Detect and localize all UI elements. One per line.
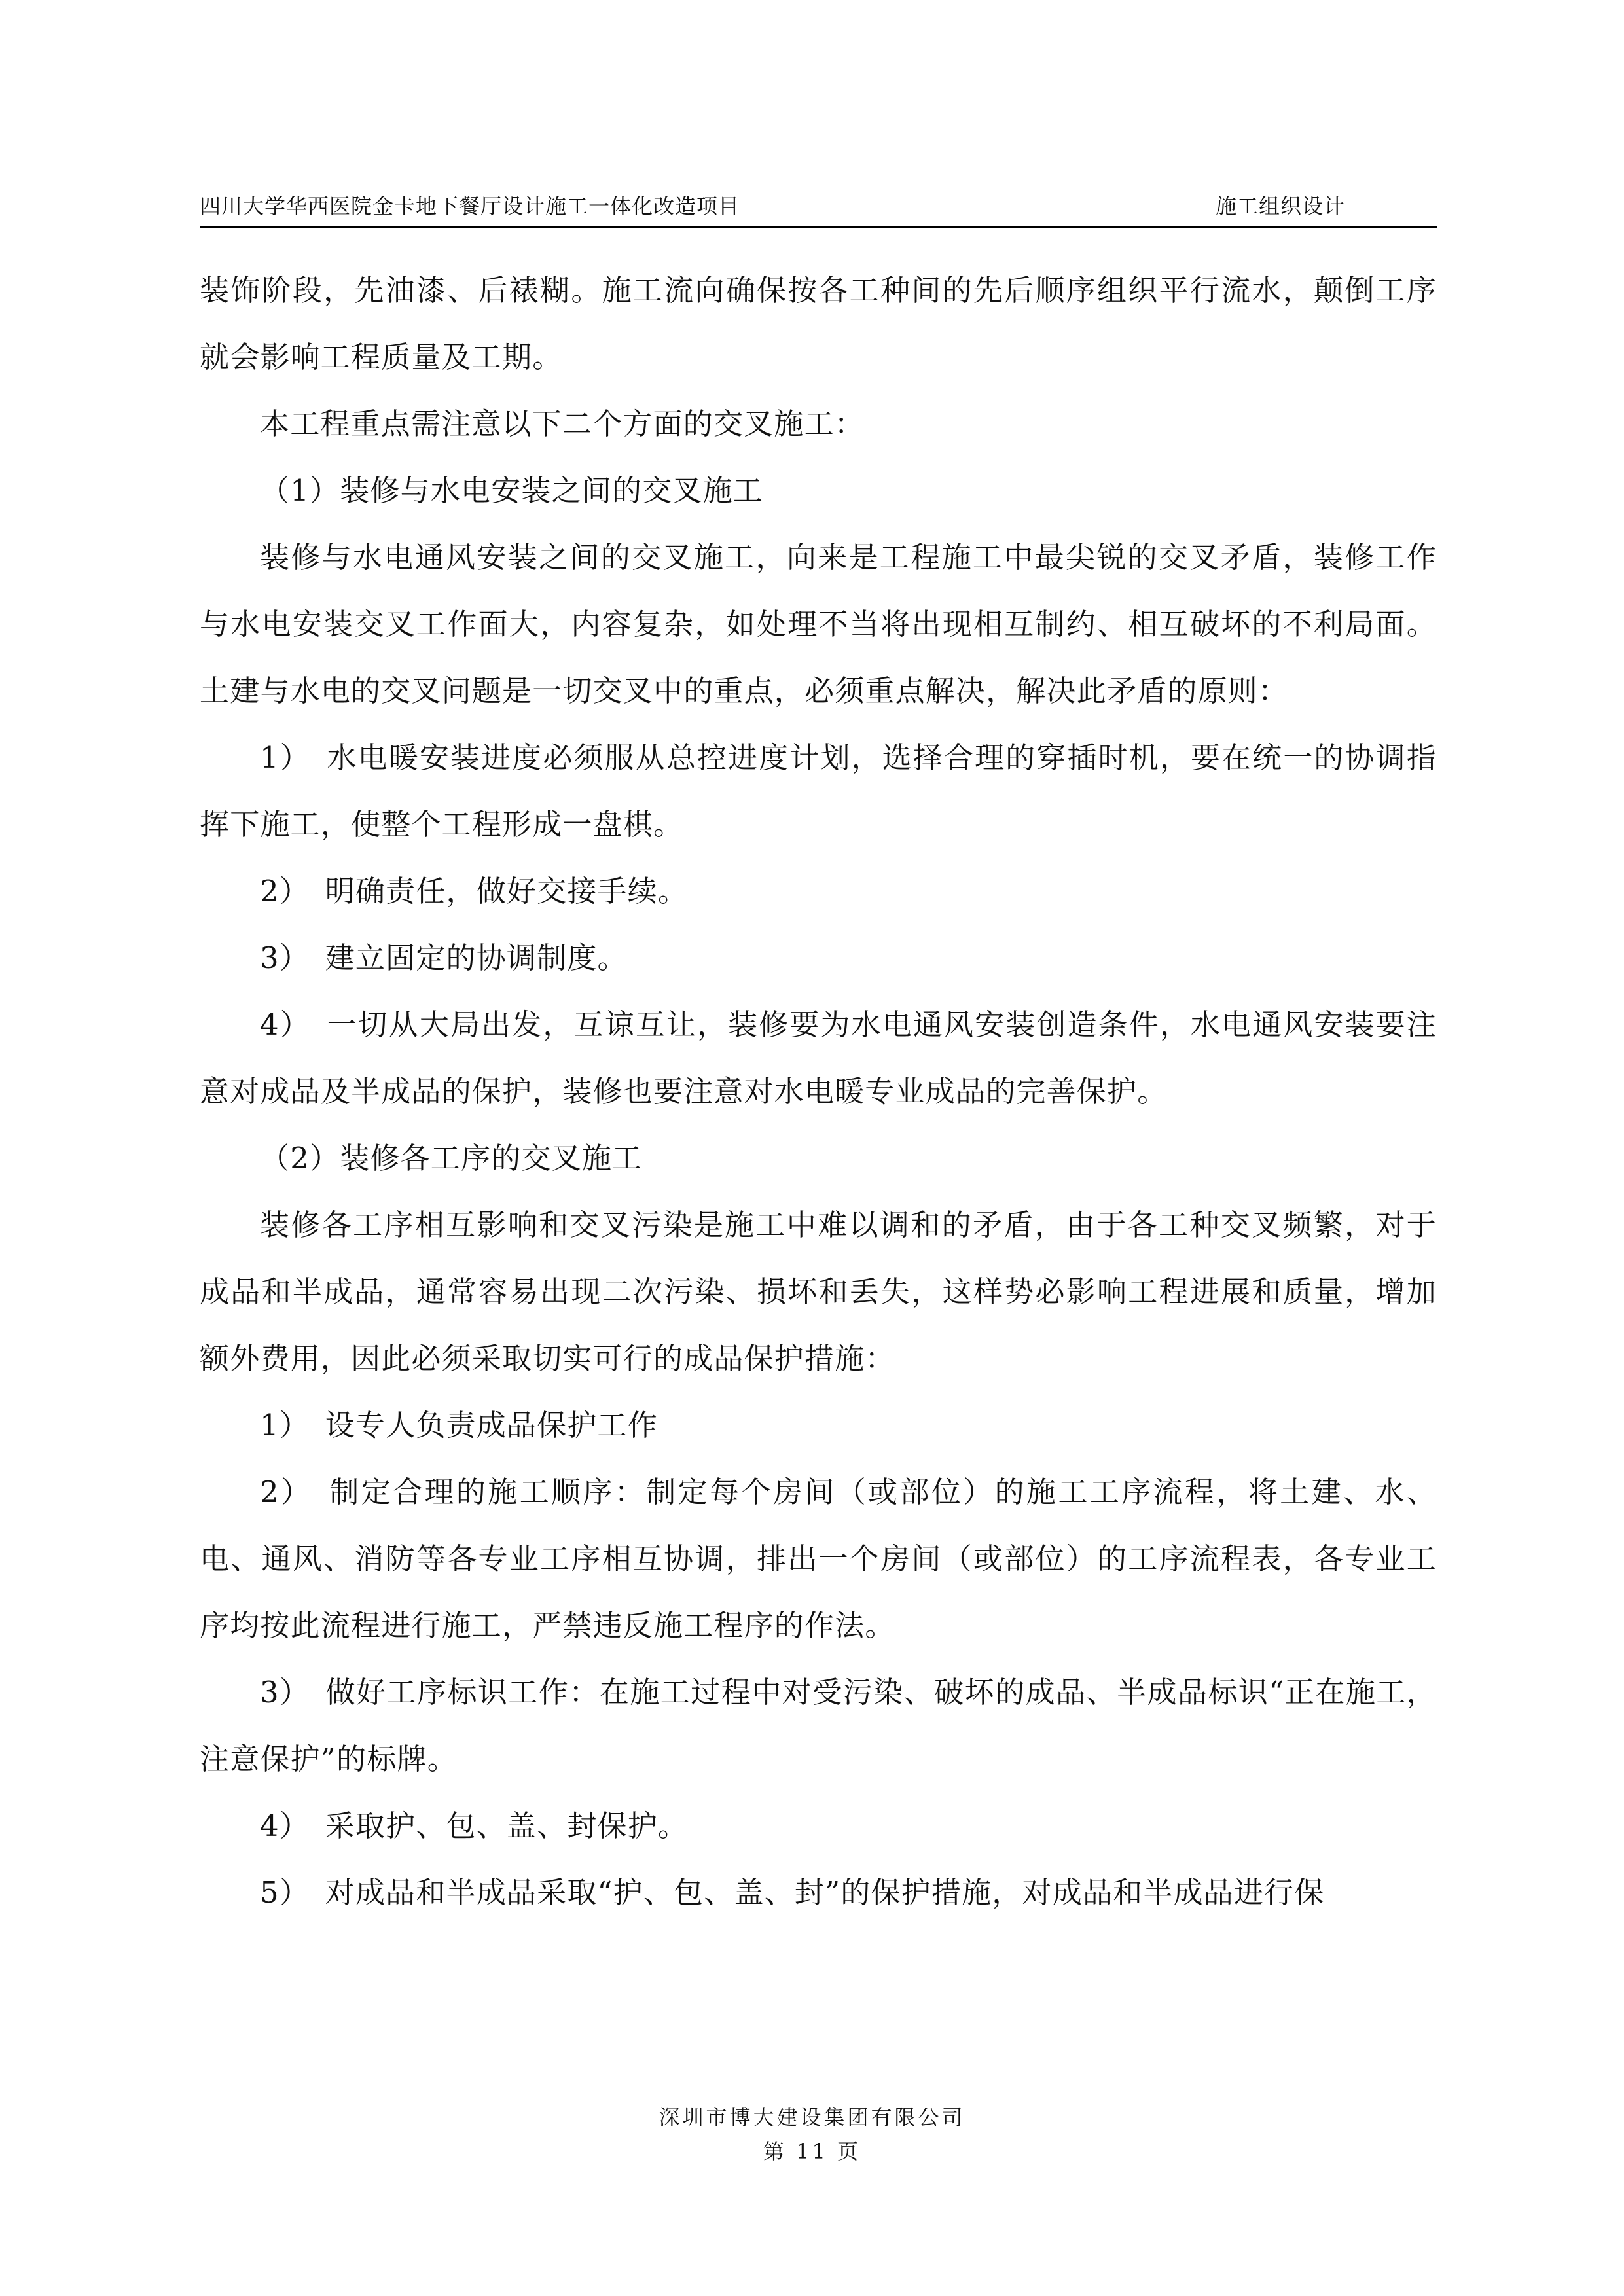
page-header bbox=[200, 188, 1437, 224]
list-item: 4） 一切从大局出发，互谅互让，装修要为水电通风安装创造条件，水电通风安装要注意对成品及半成品的保护，装修也要注意对水电暖专业成品的完善保护。 bbox=[200, 1007, 1437, 1109]
list-item: 2） 制定合理的施工顺序：制定每个房间（或部位）的施工工序流程，将土建、水、电、通风、消防等各专业工序相互协调，排出一个房间（或部位）的工序流程表，各专业工序均按此流程进行施工，严禁违反施工程序的作法。 bbox=[200, 1475, 1437, 1643]
header-section-title: 施工组织设计 bbox=[1215, 194, 1345, 219]
section-heading: （1）装修与水电安装之间的交叉施工 bbox=[260, 473, 764, 508]
list-item: 4） 采取护、包、盖、封保护。 bbox=[260, 1808, 689, 1843]
page-number: 第 11 页 bbox=[763, 2139, 861, 2164]
section-heading: （2）装修各工序的交叉施工 bbox=[260, 1141, 643, 1175]
document-body bbox=[200, 257, 1437, 1926]
paragraph: 装修与水电通风安装之间的交叉施工，向来是工程施工中最尖锐的交叉矛盾，装修工作与水电安装交叉工作面大，内容复杂，如处理不当将出现相互制约、相互破坏的不利局面。土建与水电的交叉问题是一切交叉中的重点，必须重点解决，解决此矛盾的原则： bbox=[200, 540, 1437, 708]
header-project-title: 四川大学华西医院金卡地下餐厅设计施工一体化改造项目 bbox=[200, 194, 740, 219]
list-item: 3） 建立固定的协调制度。 bbox=[260, 941, 628, 975]
list-item: 1） 水电暖安装进度必须服从总控进度计划，选择合理的穿插时机，要在统一的协调指挥下施工，使整个工程形成一盘棋。 bbox=[200, 740, 1437, 842]
paragraph: 本工程重点需注意以下二个方面的交叉施工： bbox=[260, 406, 865, 441]
list-item: 3） 做好工序标识工作：在施工过程中对受污染、破坏的成品、半成品标识“正在施工，注意保护”的标牌。 bbox=[200, 1675, 1437, 1776]
paragraph: 装修各工序相互影响和交叉污染是施工中难以调和的矛盾，由于各工种交叉频繁，对于成品和半成品，通常容易出现二次污染、损坏和丢失，这样势必影响工程进展和质量，增加额外费用，因此必须采取切实可行的成品保护措施： bbox=[200, 1208, 1437, 1376]
list-item: 1） 设专人负责成品保护工作 bbox=[260, 1408, 658, 1443]
footer-company: 深圳市博大建设集团有限公司 bbox=[659, 2105, 965, 2130]
header-divider bbox=[200, 226, 1437, 228]
list-item: 2） 明确责任，做好交接手续。 bbox=[260, 874, 689, 908]
paragraph: 装饰阶段，先油漆、后裱糊。施工流向确保按各工种间的先后顺序组织平行流水，颠倒工序就会影响工程质量及工期。 bbox=[200, 273, 1437, 374]
list-item: 5） 对成品和半成品采取“护、包、盖、封”的保护措施，对成品和半成品进行保 bbox=[260, 1875, 1325, 1910]
